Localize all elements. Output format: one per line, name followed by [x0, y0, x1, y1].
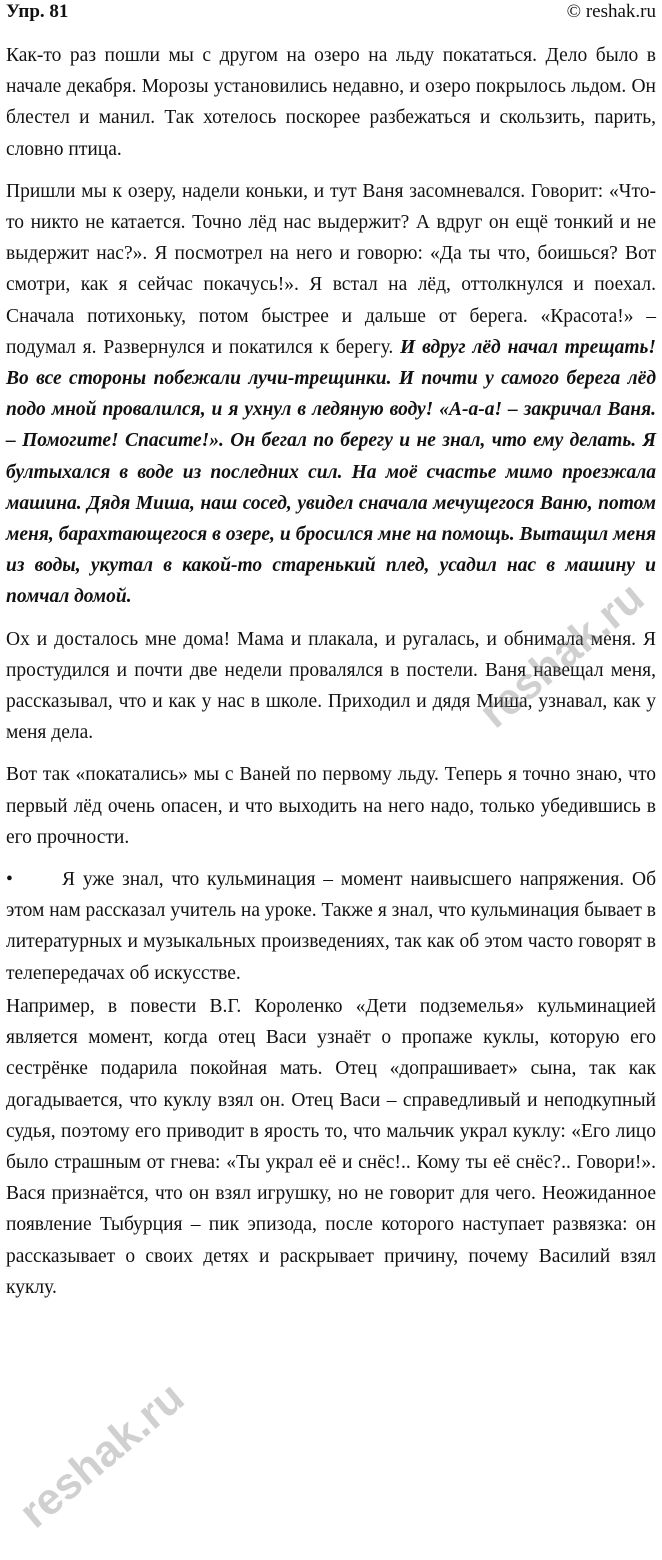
- paragraph-5-text: Я уже знал, что кульминация – момент наивысшего напряжения. Об этом нам рассказал учитель на уроке. Также я знал, что кульминация бывает в литературных и музыкальных произведениях, так как об этом часто говорят в телепередачах об искусстве.: [6, 869, 656, 984]
- watermark-icon: reshak.ru: [10, 1372, 194, 1538]
- paragraph-2-climax: И вдруг лёд начал трещать! Во все стороны побежали лучи-трещинки. И почти у самого берега лёд подо мной провалился, и я ухнул в ледяную воду! «А-а-а! – закричал Ваня. – Помогите! Спасите!». Он бегал по берегу и не знал, что ему делать. Я бултыхался в воде из последних сил. На моё счастье мимо проезжала машина. Дядя Миша, наш сосед, увидел сначала мечущегося Ваню, потом меня, барахтающегося в озере, и бросился мне на помощь. Вытащил меня из воды, укутал в какой-то старенький плед, усадил нас в машину и помчал домой.: [6, 336, 656, 608]
- exercise-text: [6, 40, 656, 1303]
- exercise-title: Упр. 81: [6, 1, 69, 22]
- bullet-icon: •: [6, 869, 13, 891]
- watermark-icon: reshak.ru: [470, 572, 654, 738]
- page-header: [0, 0, 662, 30]
- paragraph-2-plain: Пришли мы к озеру, надели коньки, и тут Ваня засомневался. Говорит: «Что-то никто не катается. Точно лёд нас выдержит? А вдруг он ещё тонкий и не выдержит нас?». Я посмотрел на него и говорю: «Да ты что, боишься? Вот смотри, как я сейчас покачусь!». Я встал на лёд, оттолкнулся и поехал. Сначала потихоньку, потом быстрее и дальше от берега. «Красота!» – подумал я. Развернулся и покатился к берегу.: [6, 180, 656, 358]
- paragraph-5: [6, 864, 656, 989]
- site-credit[interactable]: © reshak.ru: [566, 1, 656, 22]
- paragraph-2: [6, 176, 656, 613]
- paragraph-4: Вот так «покатались» мы с Ваней по первому льду. Теперь я точно знаю, что первый лёд очень опасен, и что выходить на него надо, только убедившись в его прочности.: [6, 764, 656, 848]
- paragraph-1: Как-то раз пошли мы с другом на озеро на льду покататься. Дело было в начале декабря. Морозы установились недавно, и озеро покрылось льдом. Он блестел и манил. Так хотелось поскорее разбежаться и скользить, парить, словно птица.: [6, 45, 656, 160]
- paragraph-6: Например, в повести В.Г. Короленко «Дети подземелья» кульминацией является момент, когда отец Васи узнаёт о пропаже куклы, которую его сестрёнке подарила покойная мать. Отец «допрашивает» сына, так как догадывается, что куклу взял он. Отец Васи – справедливый и неподкупный судья, поэтому его приводит в ярость то, что мальчик украл куклу: «Его лицо было страшным от гнева: «Ты украл её и снёс!.. Кому ты её снёс?.. Говори!». Вася признаётся, что он взял игрушку, но не говорит для чего. Неожиданное появление Тыбурция – пик эпизода, после которого наступает развязка: он рассказывает о своих детях и раскрывает причину, почему Василий взял куклу.: [6, 995, 656, 1298]
- paragraph-3: Ох и досталось мне дома! Мама и плакала, и ругалась, и обнимала меня. Я простудился и почти две недели провалялся в постели. Ваня навещал меня, рассказывал, что и как у нас в школе. Приходил и дядя Миша, узнавал, как у меня дела.: [6, 628, 656, 744]
